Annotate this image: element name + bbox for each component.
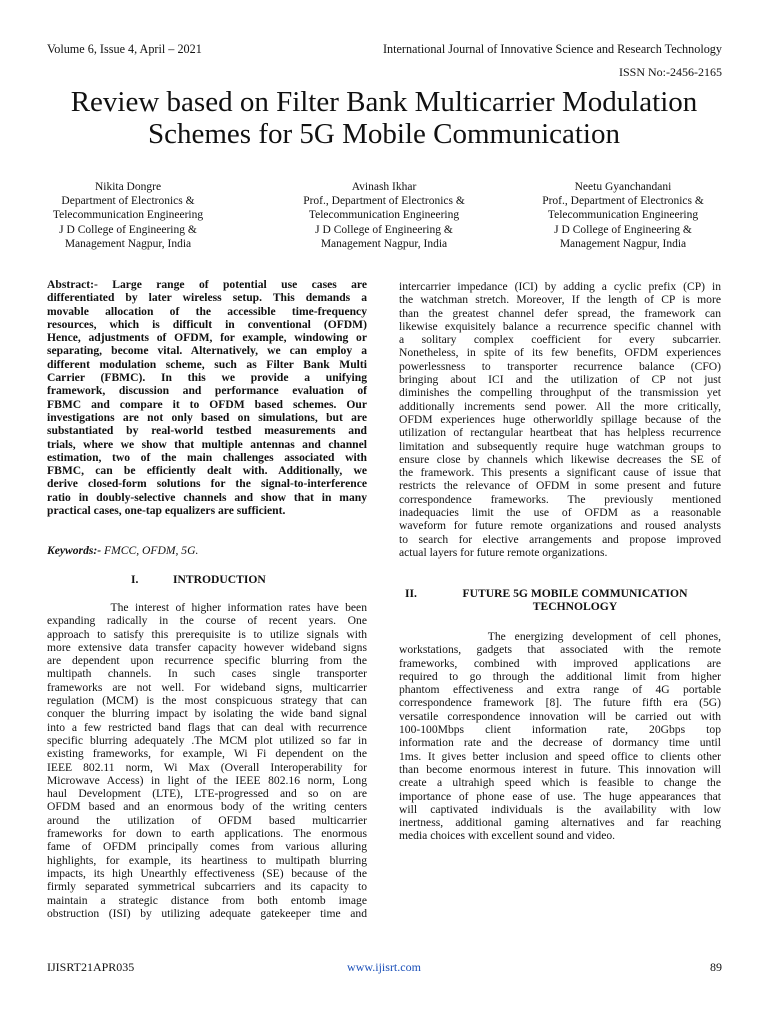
author-affiliation-line: J D College of Engineering & (315, 223, 453, 236)
text-line: the watchman stretch. Moreover, If the length of CP is more (399, 293, 721, 307)
text-line: waveform for future remote organizations and roused analysts (399, 519, 721, 533)
text-line: around the utilization of OFDM based multicarrier (47, 813, 367, 827)
text-line: impacts, its high Unearthly effectiveness (SE) because of the (47, 866, 367, 880)
title-line: Schemes for 5G Mobile Communication (148, 118, 620, 150)
text-line: investigations are not only based on simulations, but are (47, 410, 367, 424)
text-line: additionally increments send power. All the more critically, (399, 399, 721, 413)
text-line: regulation (MCM) is the most conspicuous strategy that can (47, 694, 367, 708)
text-line: FBMC and compare it to OFDM based schemes. Our (47, 397, 367, 411)
author-affiliation-line: Management Nagpur, India (64, 237, 192, 250)
text-line: trials, where we show that multiple antennas and channel (47, 437, 367, 451)
text-line: create a ultrahigh speed which is feasible to change the (399, 776, 721, 790)
text-line: information rate and the decrease of dormancy time until (399, 736, 721, 750)
text-line: maintain a strategic distance from both entomb image (47, 893, 367, 907)
footer-page-number: 89 (710, 960, 722, 974)
text-line: inadequacies limit the use of OFDM as a reasonable (399, 506, 721, 520)
text-line: are dependent upon recurrence specific blurring from the (47, 654, 367, 668)
text-line: obstruction (ISI) by utilizing adequate gatekeeper time and (47, 906, 367, 920)
text-line: into a few restricted band flags that can deal with recurrence (47, 720, 367, 734)
text-line: firmly separated symmetrical subcarriers and its capacity to (47, 880, 367, 894)
text-line: actual layers for future remote organizations. (399, 545, 608, 559)
text-line: 100-100Mbps client information rate, 20Gbps top (399, 723, 721, 737)
text-line: resources, which is difficult in conventional (OFDM) (47, 317, 367, 331)
text-line: correspondence frameworks. The previously mentioned (399, 492, 721, 506)
text-line: substantiated by real-world testbed measurements and (47, 424, 367, 438)
author-name: Avinash Ikhar (351, 181, 417, 193)
text-line: conquer the blurring impact by isolating the wide band signal (47, 707, 367, 721)
text-line: multipath channels. In such cases single transporter (47, 667, 367, 681)
text-line: to search for elective arrangements and propose improved (399, 532, 721, 546)
section-title-line: FUTURE 5G MOBILE COMMUNICATION (462, 587, 688, 600)
text-line: Carrier (FBMC). In this we provide a unifying (47, 371, 367, 385)
section-number: I. (131, 573, 139, 586)
text-line: The energizing development of cell phones, (399, 630, 721, 643)
text-line: existing frameworks, for example, Wi Fi dependent on the (47, 747, 367, 761)
text-line: ratio in doubly-selective channels and show that in many (47, 490, 367, 504)
text-line: workstations, gadgets that associated with the remote (399, 643, 721, 657)
section-title: INTRODUCTION (173, 573, 266, 586)
introduction-paragraph (47, 601, 367, 920)
footer-journal-url[interactable]: www.ijisrt.com (347, 960, 421, 974)
text-line: limitation and subsequently require huge watchman groups to (399, 439, 721, 453)
footer-paper-id: IJISRT21APR035 (47, 960, 135, 974)
text-line: framework, discussion and performance evaluation of (47, 384, 367, 398)
author-block-2 (264, 180, 504, 251)
text-line: than become enormous interest in future. This innovation will (399, 762, 721, 776)
author-affiliation-line: Department of Electronics & (61, 195, 195, 208)
text-line: required to go through the additional limit from higher (399, 669, 721, 683)
section-title (435, 587, 715, 614)
author-name: Neetu Gyanchandani (574, 181, 672, 193)
author-affiliation-line: J D College of Engineering & (554, 223, 692, 236)
text-line: specific blurring adequately .The MCM plot utilized so far in (47, 733, 367, 747)
text-line: frameworks are not well. For wideband signs, multicarrier (47, 680, 367, 694)
text-line: diminishes the compelling throughput of the transmission yet (399, 386, 721, 400)
text-line: expanding radically in the course of recent years. One (47, 614, 367, 628)
text-line: utilization of rectangular heartbeat that has helpless recurrence (399, 426, 721, 440)
text-line: versatile correspondence innovation will be carried out with (399, 709, 721, 723)
text-line: frameworks, combined with improved applications are (399, 656, 721, 670)
paper-title (30, 86, 738, 150)
running-header-journal: International Journal of Innovative Science and Research Technology (382, 42, 722, 56)
text-line: more extensive data transfer capacity however wideband signs (47, 640, 367, 654)
keywords-value: FMCC, OFDM, 5G. (101, 544, 199, 557)
text-line: phantom effectiveness and extra range of 4G portable (399, 683, 721, 697)
text-line: than the greatest channel defer spread, the framework can (399, 306, 721, 320)
section-number: II. (405, 587, 417, 600)
text-line: FBMC, can be efficiently dealt with. Additionally, we (47, 464, 367, 478)
author-affiliation-line: Prof., Department of Electronics & (303, 195, 465, 208)
text-line: practical cases, one-tap equalizers are sufficient. (47, 504, 286, 518)
author-affiliation-line: Prof., Department of Electronics & (542, 195, 704, 208)
text-line: fame of OFDM principally comes from various alluring (47, 840, 367, 854)
text-line: derive closed-form solutions for the signal-to-interference (47, 477, 367, 491)
text-line: differentiated by later wireless setup. This demands a (47, 291, 367, 305)
text-line: ensure close by channels which likewise decreases the SE of (399, 452, 721, 466)
future-5g-paragraph (399, 630, 721, 843)
author-affiliation-line: Telecommunication Engineering (308, 209, 460, 222)
text-line: intercarrier impedance (ICI) by adding a cyclic prefix (CP) in (399, 280, 721, 293)
text-line: Hence, adjustments of OFDM, for example, windowing or (47, 331, 367, 345)
text-line: Microwave Access) in light of the IEEE 802.16 norm, Long (47, 773, 367, 787)
text-line: will captivated individuals is the availability with low (399, 802, 721, 816)
author-affiliation-line: Management Nagpur, India (320, 237, 448, 250)
text-line: importance of phone ease of use. The huge appearances that (399, 789, 721, 803)
text-line: Nonetheless, in spite of its few benefits, OFDM experiences (399, 346, 721, 360)
section-title-line: TECHNOLOGY (532, 600, 618, 614)
author-affiliation-line: Telecommunication Engineering (547, 209, 699, 222)
text-line: correspondence framework [8]. The future fifth era (5G) (399, 696, 721, 710)
text-line: bringing about ICI and the utilization of CP not just (399, 373, 721, 387)
text-line: the framework. This presents a significant cause of issue that (399, 466, 721, 480)
text-line: likewise exquisitely balance a recurrence specific channel with (399, 319, 721, 333)
author-block-3 (503, 180, 743, 251)
text-line: OFDM experiences huge otherworldly spillage because of the (399, 412, 721, 426)
text-line: 1ms. It gives better inclusion and speed office to clients other (399, 749, 721, 763)
author-block-1 (8, 180, 248, 251)
text-line: haul Development (LTE), LTE-progressed and so on are (47, 787, 367, 801)
text-line: restricts the relevance of OFDM in some present and future (399, 479, 721, 493)
text-line: inertness, additional gaming alternatives and far reaching (399, 816, 721, 830)
text-line: media choices with excellent sound and video. (399, 829, 616, 843)
text-line: powerlessness to transporter recurrence balance (CFO) (399, 359, 721, 373)
text-line: OFDM based and an enormous body of the writing centers (47, 800, 367, 814)
text-line: approach to satisfy this prerequisite is to utilize signals with (47, 627, 367, 641)
text-line: estimation, two of the main challenges associated with (47, 450, 367, 464)
text-line: The interest of higher information rates have been (47, 601, 367, 614)
author-affiliation-line: Telecommunication Engineering (52, 209, 204, 222)
text-line: movable allocation of the accessible time-frequency (47, 304, 367, 318)
text-line: frameworks for down to earth applications. The enormous (47, 827, 367, 841)
issn-number: ISSN No:-2456-2165 (618, 65, 722, 79)
text-line: different modulation scheme, such as Filter Bank Multi (47, 357, 367, 371)
title-line: Review based on Filter Bank Multicarrier Modulation (70, 86, 698, 118)
keywords-label: Keywords:- (47, 544, 102, 557)
text-line: a solitary complex coefficient for every subcarrier. (399, 333, 721, 347)
text-line: highlights, for example, its heartiness to multipath blurring (47, 853, 367, 867)
running-header-volume: Volume 6, Issue 4, April – 2021 (47, 42, 202, 56)
text-line: separating, become vital. Alternatively, we can employ a (47, 344, 367, 358)
abstract-paragraph (47, 278, 367, 517)
author-affiliation-line: Management Nagpur, India (559, 237, 687, 250)
text-line: IEEE 802.11 norm, Wi Max (Overall Interoperability for (47, 760, 367, 774)
introduction-continued-paragraph (399, 280, 721, 559)
keywords-line (47, 544, 367, 557)
author-affiliation-line: J D College of Engineering & (59, 223, 197, 236)
text-line: Abstract:- Large range of potential use cases are (47, 278, 367, 291)
author-name: Nikita Dongre (94, 181, 162, 193)
